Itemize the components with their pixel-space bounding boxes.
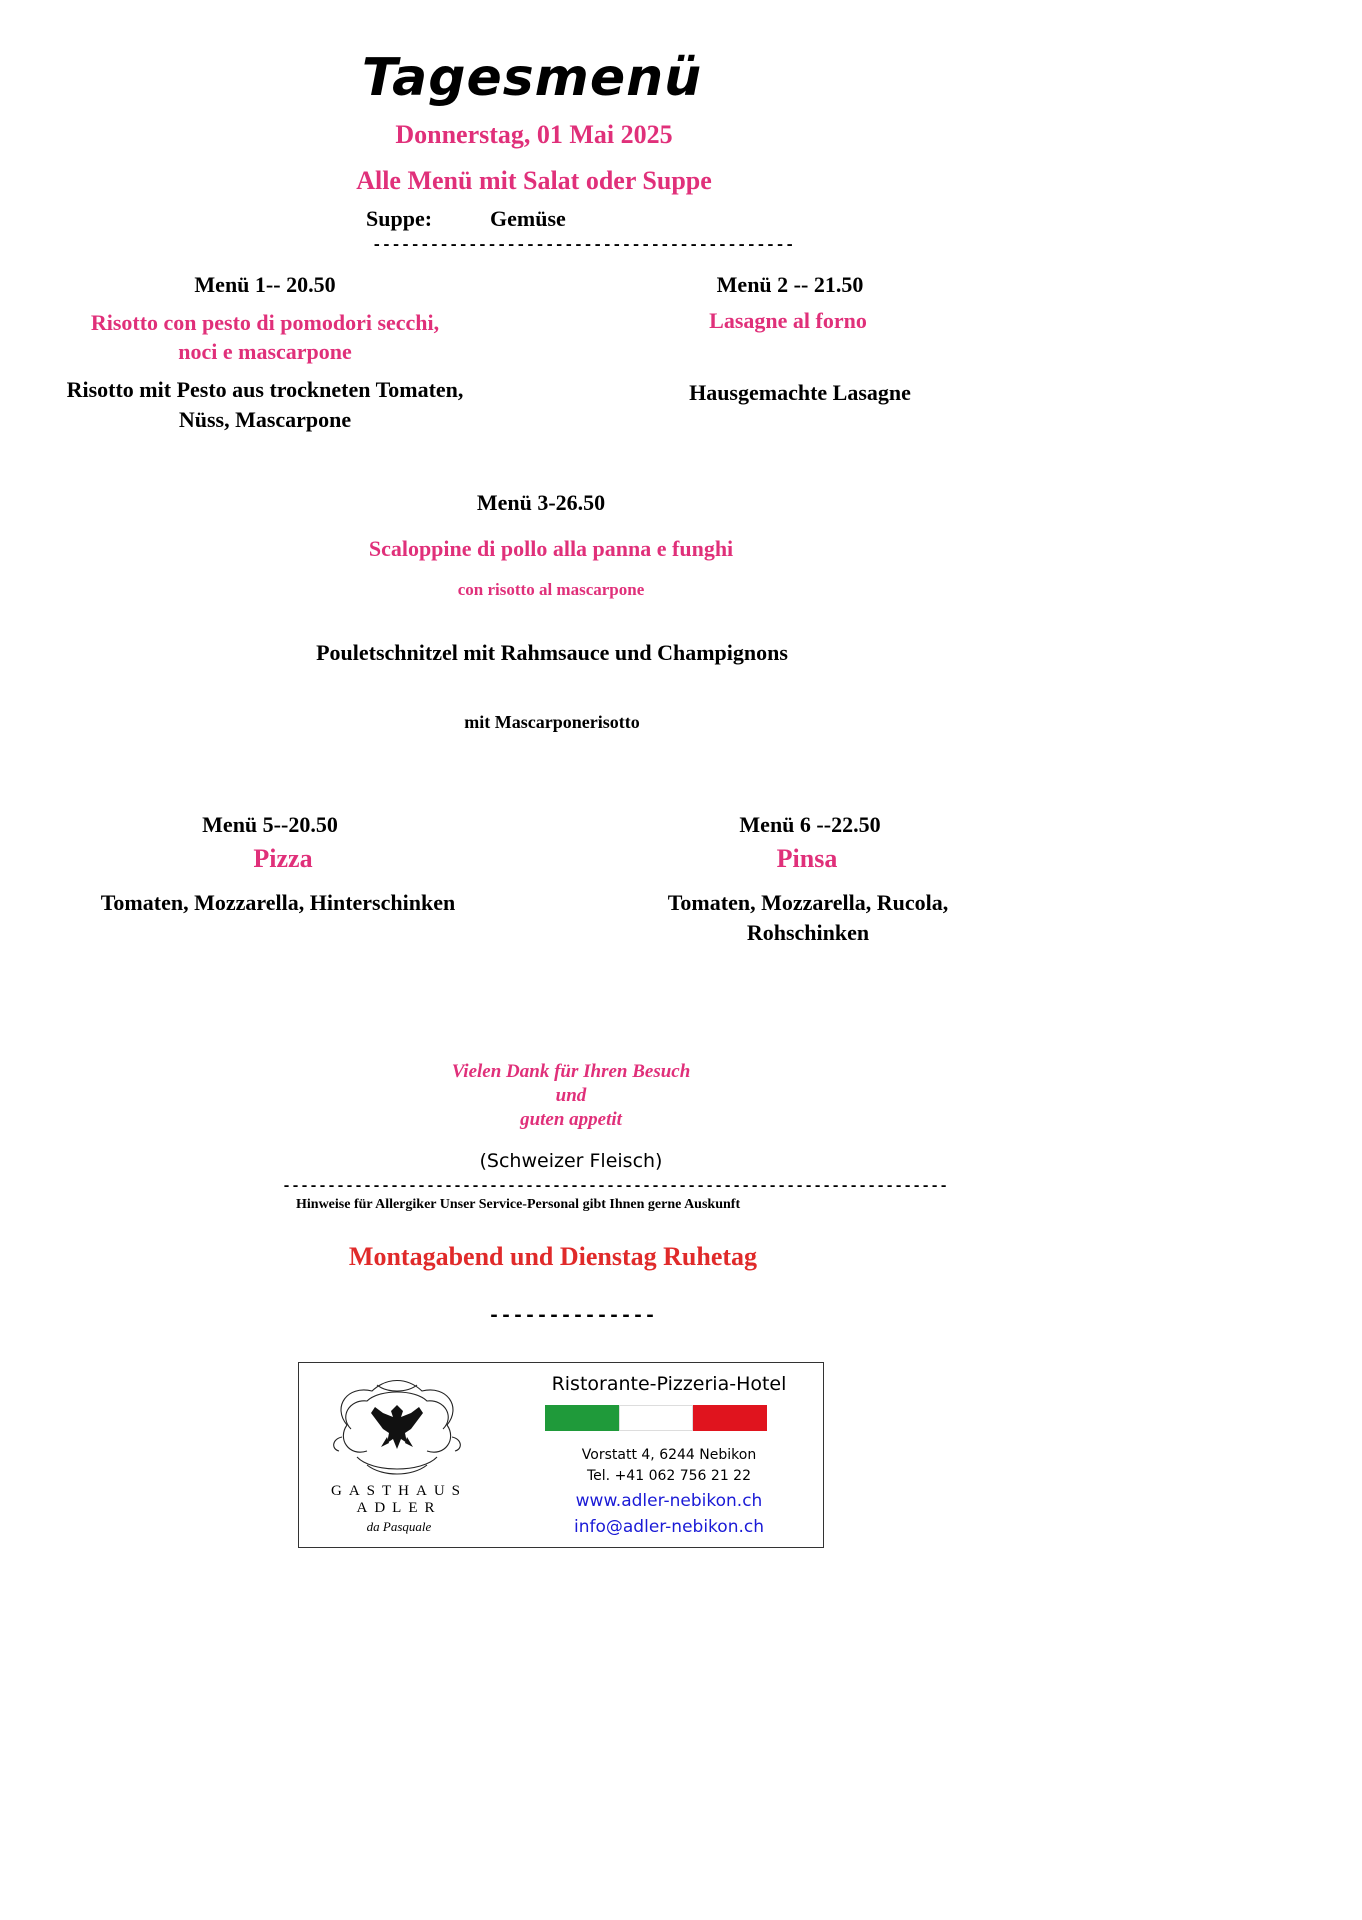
menu-6-german-line-1: Tomaten, Mozzarella, Rucola, <box>667 890 949 915</box>
email-link[interactable]: info@adler-nebikon.ch <box>574 1517 764 1537</box>
menu-1-italian-line-1: Risotto con pesto di pomodori secchi, <box>90 310 440 335</box>
address: Vorstatt 4, 6244 Nebikon <box>581 1447 757 1463</box>
menu-2-heading: Menü 2 -- 21.50 <box>716 272 864 297</box>
menu-2-german: Hausgemachte Lasagne <box>689 380 911 405</box>
rest-days-notice: Montagabend und Dienstag Ruhetag <box>348 1242 758 1271</box>
logo-subtitle: da Pasquale <box>366 1519 432 1534</box>
website-link[interactable]: www.adler-nebikon.ch <box>575 1491 763 1511</box>
thank-you-note <box>420 1060 722 1132</box>
logo-line-gasthaus: GASTHAUS <box>330 1483 467 1499</box>
soup-value: Gemüse <box>490 206 566 231</box>
business-type: Ristorante-Pizzeria-Hotel <box>551 1373 787 1395</box>
menu-1-italian-line-2: noci e mascarpone <box>178 339 352 364</box>
thank-you-line-3: guten appetit <box>520 1109 622 1130</box>
menu-3-italian-side: con risotto al mascarpone <box>457 580 645 599</box>
flag-green-stripe <box>545 1405 619 1431</box>
logo-line-adler: ADLER <box>356 1500 442 1516</box>
menu-6-heading: Menü 6 --22.50 <box>739 812 881 837</box>
meat-origin-note: (Schweizer Fleisch) <box>479 1150 663 1172</box>
phone-number: Tel. +41 062 756 21 22 <box>587 1468 751 1484</box>
logo-wordmark <box>299 1483 499 1517</box>
menu-6-german-line-2: Rohschinken <box>746 920 870 945</box>
menu-6-german <box>610 888 1006 948</box>
menu-5-german: Tomaten, Mozzarella, Hinterschinken <box>100 890 456 915</box>
menu-2-italian: Lasagne al forno <box>709 308 867 333</box>
business-card <box>298 1362 824 1548</box>
eagle-crest-logo <box>327 1377 467 1477</box>
menu-1-heading: Menü 1-- 20.50 <box>194 272 336 297</box>
menu-3-german-side: mit Mascarponerisotto <box>464 712 640 732</box>
menu-5-italian: Pizza <box>253 844 313 873</box>
footer-divider: -------------------------------------------------------------------------- <box>282 1178 949 1195</box>
menu-1-german-line-2: Nüss, Mascarpone <box>178 407 352 432</box>
flag-white-stripe <box>619 1405 693 1431</box>
menu-1-german <box>20 375 510 435</box>
menu-6-italian: Pinsa <box>776 844 838 873</box>
italian-flag <box>545 1405 767 1431</box>
page-title: Tagesmenü <box>361 48 703 108</box>
short-divider: -------------- <box>488 1305 657 1328</box>
menu-1-italian <box>30 308 500 366</box>
menu-3-german: Pouletschnitzel mit Rahmsauce und Champignons <box>316 640 788 665</box>
menu-1-german-line-1: Risotto mit Pesto aus trockneten Tomaten, <box>66 377 464 402</box>
flag-red-stripe <box>693 1405 767 1431</box>
menu-3-italian: Scaloppine di pollo alla panna e funghi <box>368 536 734 561</box>
menu-5-heading: Menü 5--20.50 <box>202 812 338 837</box>
menu-3-heading: Menü 3-26.50 <box>476 490 606 515</box>
menu-date: Donnerstag, 01 Mai 2025 <box>395 120 673 149</box>
salad-soup-note: Alle Menü mit Salat oder Suppe <box>356 166 712 195</box>
header-divider: -------------------------------------------- <box>372 236 795 254</box>
thank-you-line-2: und <box>555 1085 587 1106</box>
allergy-note: Hinweise für Allergiker Unser Service-Personal gibt Ihnen gerne Auskunft <box>296 1197 741 1212</box>
soup-label: Suppe: <box>366 206 433 231</box>
thank-you-line-1: Vielen Dank für Ihren Besuch <box>451 1061 691 1082</box>
